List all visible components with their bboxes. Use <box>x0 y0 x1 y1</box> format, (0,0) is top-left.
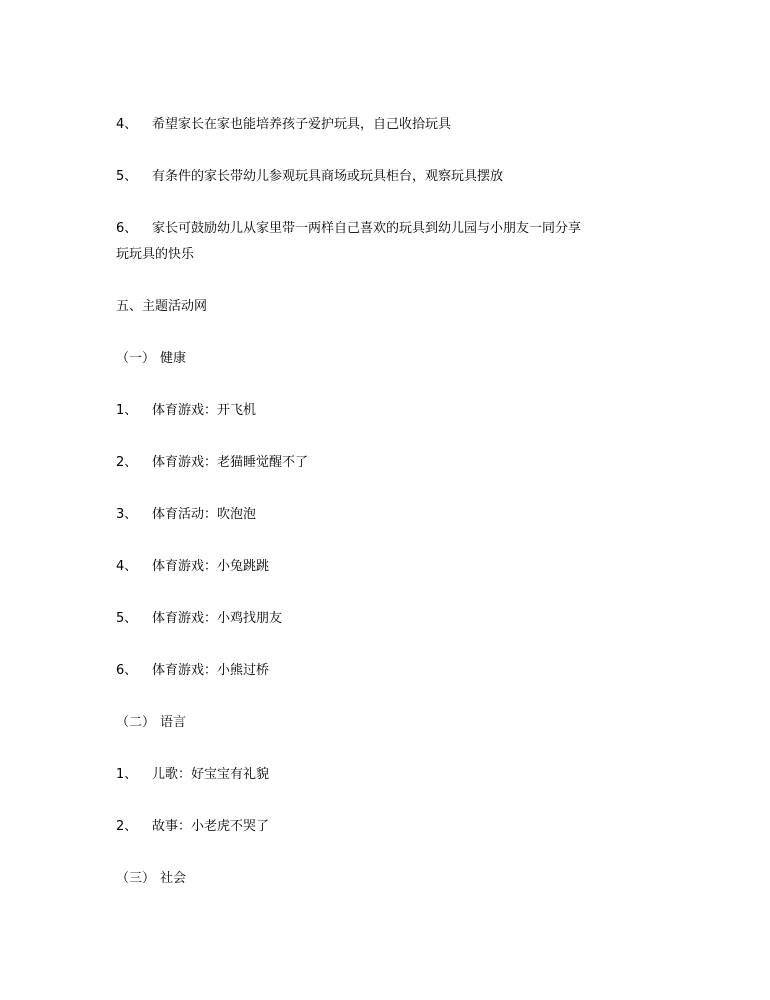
subsection-label: 语言 <box>160 715 187 730</box>
list-item <box>116 505 256 525</box>
subsection-label: 健康 <box>160 351 187 366</box>
item-number: 6、 <box>116 663 138 678</box>
item-text: 体育游戏：开飞机 <box>152 403 257 418</box>
list-item <box>116 453 308 473</box>
subsection-heading-health <box>116 349 186 369</box>
subsection-marker: （二） <box>116 715 156 730</box>
item-number: 2、 <box>116 455 138 470</box>
list-item <box>116 115 451 135</box>
list-item <box>116 167 503 187</box>
list-item-continuation <box>116 245 194 265</box>
item-text: 体育活动：吹泡泡 <box>152 507 257 522</box>
list-item <box>116 765 269 785</box>
item-number: 1、 <box>116 403 138 418</box>
item-text: 体育游戏：小鸡找朋友 <box>152 611 283 626</box>
item-number: 4、 <box>116 117 138 132</box>
item-text: 家长可鼓励幼儿从家里带一两样自己喜欢的玩具到幼儿园与小朋友一同分享 <box>152 221 582 236</box>
item-text: 有条件的家长带幼儿参观玩具商场或玩具柜台，观察玩具摆放 <box>152 169 504 184</box>
item-text: 故事：小老虎不哭了 <box>152 819 270 834</box>
subsection-marker: （一） <box>116 351 156 366</box>
list-item <box>116 219 581 239</box>
item-number: 3、 <box>116 507 138 522</box>
list-item <box>116 609 282 629</box>
item-text: 体育游戏：小熊过桥 <box>152 663 270 678</box>
subsection-label: 社会 <box>160 871 187 886</box>
item-text-continued: 玩玩具的快乐 <box>116 247 195 262</box>
item-number: 1、 <box>116 767 138 782</box>
list-item <box>116 661 269 681</box>
item-number: 2、 <box>116 819 138 834</box>
list-item <box>116 557 269 577</box>
item-number: 4、 <box>116 559 138 574</box>
item-text: 希望家长在家也能培养孩子爱护玩具，自己收拾玩具 <box>152 117 452 132</box>
item-text: 体育游戏：老猫睡觉醒不了 <box>152 455 309 470</box>
item-text: 儿歌：好宝宝有礼貌 <box>152 767 270 782</box>
subsection-marker: （三） <box>116 871 156 886</box>
item-number: 5、 <box>116 611 138 626</box>
subsection-heading-society <box>116 869 186 889</box>
item-text: 体育游戏：小兔跳跳 <box>152 559 270 574</box>
item-number: 6、 <box>116 221 138 236</box>
section-title: 五、主题活动网 <box>116 299 208 314</box>
subsection-heading-language <box>116 713 186 733</box>
list-item <box>116 817 269 837</box>
list-item <box>116 401 256 421</box>
item-number: 5、 <box>116 169 138 184</box>
